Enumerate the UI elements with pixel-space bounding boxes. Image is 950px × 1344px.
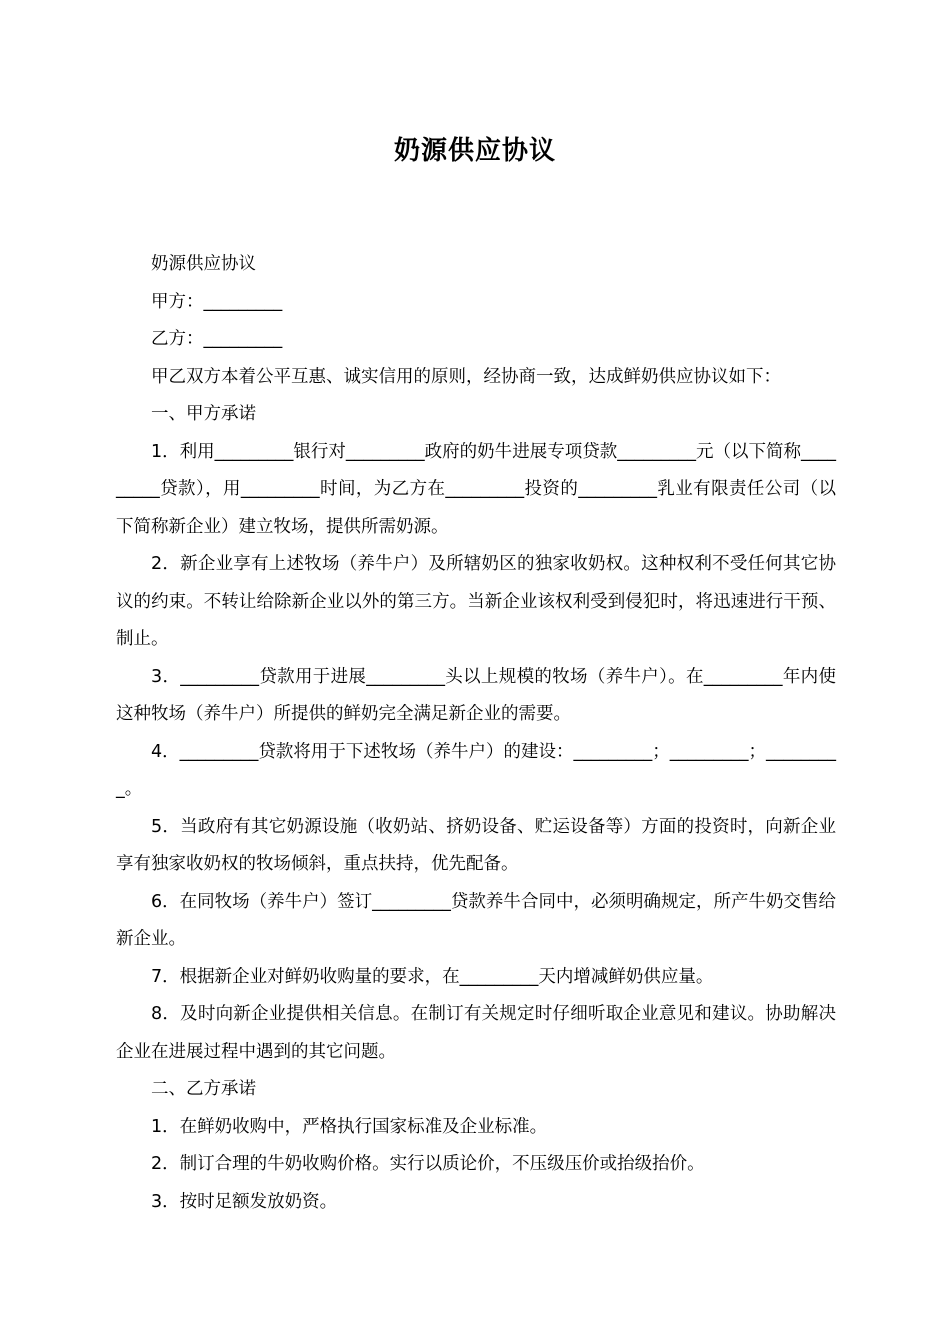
clause-b-2: 2．制订合理的牛奶收购价格。实行以质论价，不压级压价或抬级抬价。 xyxy=(151,1154,705,1174)
clause-a-8: 8．及时向新企业提供相关信息。在制订有关规定时仔细听取企业意见和建议。协助解决企业在进展过程中遇到的其它问题。 xyxy=(116,1004,836,1062)
clause-a-6: 6．在同牧场（养牛户）签订_________贷款养牛合同中，必须明确规定，所产牛奶交售给新企业。 xyxy=(116,891,836,949)
clause-a-3: 3．_________贷款用于进展_________头以上规模的牧场（养牛户）。在_________年内使这种牧场（养牛户）所提供的鲜奶完全满足新企业的需要。 xyxy=(116,666,836,724)
clause-b-3: 3．按时足额发放奶资。 xyxy=(151,1191,338,1212)
clause-a-2: 2．新企业享有上述牧场（养牛户）及所辖奶区的独家收奶权。这种权利不受任何其它协议的约束。不转让给除新企业以外的第三方。当新企业该权利受到侵犯时，将迅速进行干预、制止。 xyxy=(116,554,836,649)
clause-a-7: 7．根据新企业对鲜奶收购量的要求，在_________天内增减鲜奶供应量。 xyxy=(151,966,714,987)
clause-a-4: 4．_________贷款将用于下述牧场（养牛户）的建设：_________；_________；_________。 xyxy=(116,741,836,799)
document-title: 奶源供应协议 xyxy=(393,136,556,166)
party-a-line: 甲方：_________ xyxy=(151,291,283,312)
party-b-line: 乙方：_________ xyxy=(151,329,283,349)
document-body xyxy=(116,246,836,1221)
paragraph-heading: 奶源供应协议 xyxy=(151,254,256,274)
section-heading-party-a: 一、甲方承诺 xyxy=(151,404,256,424)
clause-b-1: 1．在鲜奶收购中，严格执行国家标准及企业标准。 xyxy=(151,1116,548,1137)
preamble: 甲乙双方本着公平互惠、诚实信用的原则，经协商一致，达成鲜奶供应协议如下： xyxy=(151,366,781,387)
clause-a-5: 5．当政府有其它奶源设施（收奶站、挤奶设备、贮运设备等）方面的投资时，向新企业享有独家收奶权的牧场倾斜，重点扶持，优先配备。 xyxy=(116,816,836,874)
section-heading-party-b: 二、乙方承诺 xyxy=(151,1079,256,1099)
clause-a-1: 1．利用_________银行对_________政府的奶牛进展专项贷款_________元（以下简称_________贷款），用_________时间，为乙方在_________投资的_________乳业有限责任公司（以下简称新企业）建立牧场，提供所需奶源。 xyxy=(116,441,836,537)
